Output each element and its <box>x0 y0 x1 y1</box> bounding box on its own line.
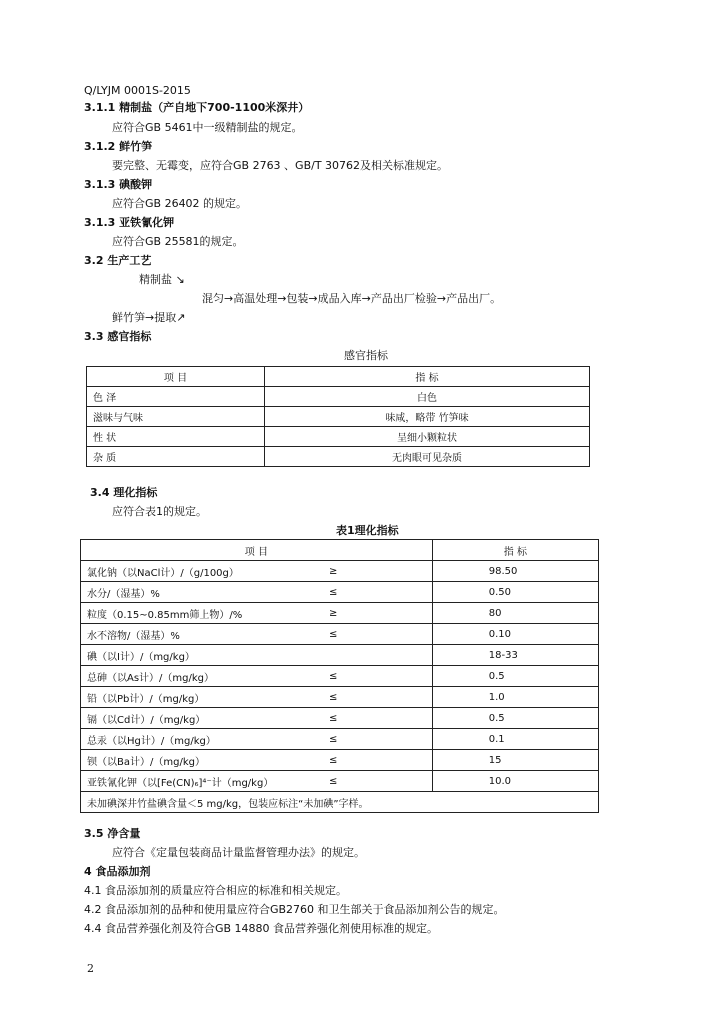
section-3-2-title: 3.2 生产工艺 <box>84 254 152 267</box>
table-cell: 白色 <box>265 387 590 407</box>
table-cell: 总砷（以As计）/（mg/kg） <box>81 666 324 687</box>
table-cell-comparator: ≥ <box>323 561 432 582</box>
section-3-5-title: 3.5 净含量 <box>84 827 141 840</box>
table-row <box>81 771 599 792</box>
section-3-1-2-text: 要完整、无霉变，应符合GB 2763 、GB/T 30762及相关标准规定。 <box>112 159 449 172</box>
table-cell: 性 状 <box>87 427 265 447</box>
table-footnote: 未加碘深井竹盐碘含量＜5 mg/kg，包装应标注“未加碘”字样。 <box>81 792 599 813</box>
process-flow-line-3: 鲜竹笋→提取↗ <box>112 311 186 324</box>
table-cell: 1.0 <box>432 687 598 708</box>
table-cell-comparator: ≤ <box>323 687 432 708</box>
table-header-cell: 指 标 <box>265 367 590 387</box>
process-flow-line-2: 混匀→高温处理→包装→成品入库→产品出厂检验→产品出厂。 <box>202 292 502 305</box>
table-row <box>81 624 599 645</box>
table-cell: 味咸，略带 竹笋味 <box>265 407 590 427</box>
table-header-cell: 项 目 <box>87 367 265 387</box>
table-row <box>81 687 599 708</box>
table-cell: 10.0 <box>432 771 598 792</box>
table-cell: 亚铁氰化钾（以[Fe(CN)₆]⁴⁻计（mg/kg） <box>81 771 324 792</box>
process-flow-line-1: 精制盐 ↘ <box>139 273 185 286</box>
table-row <box>87 447 590 467</box>
section-3-1-1-text: 应符合GB 5461中一级精制盐的规定。 <box>112 121 303 134</box>
table-header-cell: 项 目 <box>81 540 433 561</box>
table-cell: 0.50 <box>432 582 598 603</box>
page-number: 2 <box>87 962 94 975</box>
section-3-1-3b-text: 应符合GB 25581的规定。 <box>112 235 244 248</box>
table-row <box>81 561 599 582</box>
section-3-4-text: 应符合表1的规定。 <box>112 505 207 518</box>
table-cell: 色 泽 <box>87 387 265 407</box>
table-cell-comparator: ≤ <box>323 771 432 792</box>
section-4-item: 4.4 食品营养强化剂及符合GB 14880 食品营养强化剂使用标准的规定。 <box>84 922 439 935</box>
table-row <box>81 582 599 603</box>
table-cell: 粒度（0.15~0.85mm筛上物）/% <box>81 603 324 624</box>
table-row <box>81 666 599 687</box>
section-3-1-3a-title: 3.1.3 碘酸钾 <box>84 178 153 191</box>
table-row <box>81 750 599 771</box>
table-row <box>81 603 599 624</box>
table-cell-comparator: ≤ <box>323 624 432 645</box>
table-header-row <box>87 367 590 387</box>
table-cell-comparator: ≤ <box>323 708 432 729</box>
section-4-title: 4 食品添加剂 <box>84 865 151 878</box>
table-cell: 呈细小颗粒状 <box>265 427 590 447</box>
table-row <box>81 729 599 750</box>
table-header-row <box>81 540 599 561</box>
table-row <box>81 645 599 666</box>
table-cell-comparator: ≥ <box>323 603 432 624</box>
table-cell: 水分/（湿基）% <box>81 582 324 603</box>
table-row <box>87 427 590 447</box>
table-cell-comparator: ≤ <box>323 666 432 687</box>
section-3-1-3b-title: 3.1.3 亚铁氰化钾 <box>84 216 175 229</box>
section-4-item: 4.2 食品添加剂的品种和使用量应符合GB2760 和卫生部关于食品添加剂公告的规定。 <box>84 903 505 916</box>
sensory-table-caption: 感官指标 <box>344 349 388 362</box>
table-cell-comparator: ≤ <box>323 750 432 771</box>
section-3-1-3a-text: 应符合GB 26402 的规定。 <box>112 197 248 210</box>
table-footnote-row <box>81 792 599 813</box>
table-cell: 18-33 <box>432 645 598 666</box>
sensory-table <box>86 366 590 467</box>
table-cell-comparator: ≤ <box>323 729 432 750</box>
physchem-table-caption: 表1理化指标 <box>336 524 399 537</box>
table-cell: 80 <box>432 603 598 624</box>
table-cell: 98.50 <box>432 561 598 582</box>
section-3-1-1-title: 3.1.1 精制盐（产自地下700-1100米深井） <box>84 101 310 114</box>
table-cell: 15 <box>432 750 598 771</box>
table-cell: 水不溶物/（湿基）% <box>81 624 324 645</box>
table-header-cell: 指 标 <box>432 540 598 561</box>
section-3-3-title: 3.3 感官指标 <box>84 330 152 343</box>
section-4-item: 4.1 食品添加剂的质量应符合相应的标准和相关规定。 <box>84 884 347 897</box>
table-row <box>81 708 599 729</box>
table-cell: 氯化钠（以NaCl计）/（g/100g） <box>81 561 324 582</box>
table-cell: 0.5 <box>432 666 598 687</box>
doc-code: Q/LYJM 0001S-2015 <box>84 84 191 97</box>
table-row <box>87 407 590 427</box>
table-cell: 钡（以Ba计）/（mg/kg） <box>81 750 324 771</box>
section-3-4-title: 3.4 理化指标 <box>90 486 158 499</box>
table-cell: 杂 质 <box>87 447 265 467</box>
physchem-table <box>80 539 599 813</box>
table-cell: 无肉眼可见杂质 <box>265 447 590 467</box>
table-cell: 0.5 <box>432 708 598 729</box>
table-cell-comparator <box>323 645 432 666</box>
table-row <box>87 387 590 407</box>
table-cell: 铅（以Pb计）/（mg/kg） <box>81 687 324 708</box>
table-cell: 镉（以Cd计）/（mg/kg） <box>81 708 324 729</box>
table-cell: 滋味与气味 <box>87 407 265 427</box>
table-cell: 0.10 <box>432 624 598 645</box>
section-3-1-2-title: 3.1.2 鲜竹笋 <box>84 140 153 153</box>
table-cell-comparator: ≤ <box>323 582 432 603</box>
table-cell: 总汞（以Hg计）/（mg/kg） <box>81 729 324 750</box>
table-cell: 碘（以I计）/（mg/kg） <box>81 645 324 666</box>
section-3-5-text: 应符合《定量包装商品计量监督管理办法》的规定。 <box>112 846 365 859</box>
table-cell: 0.1 <box>432 729 598 750</box>
